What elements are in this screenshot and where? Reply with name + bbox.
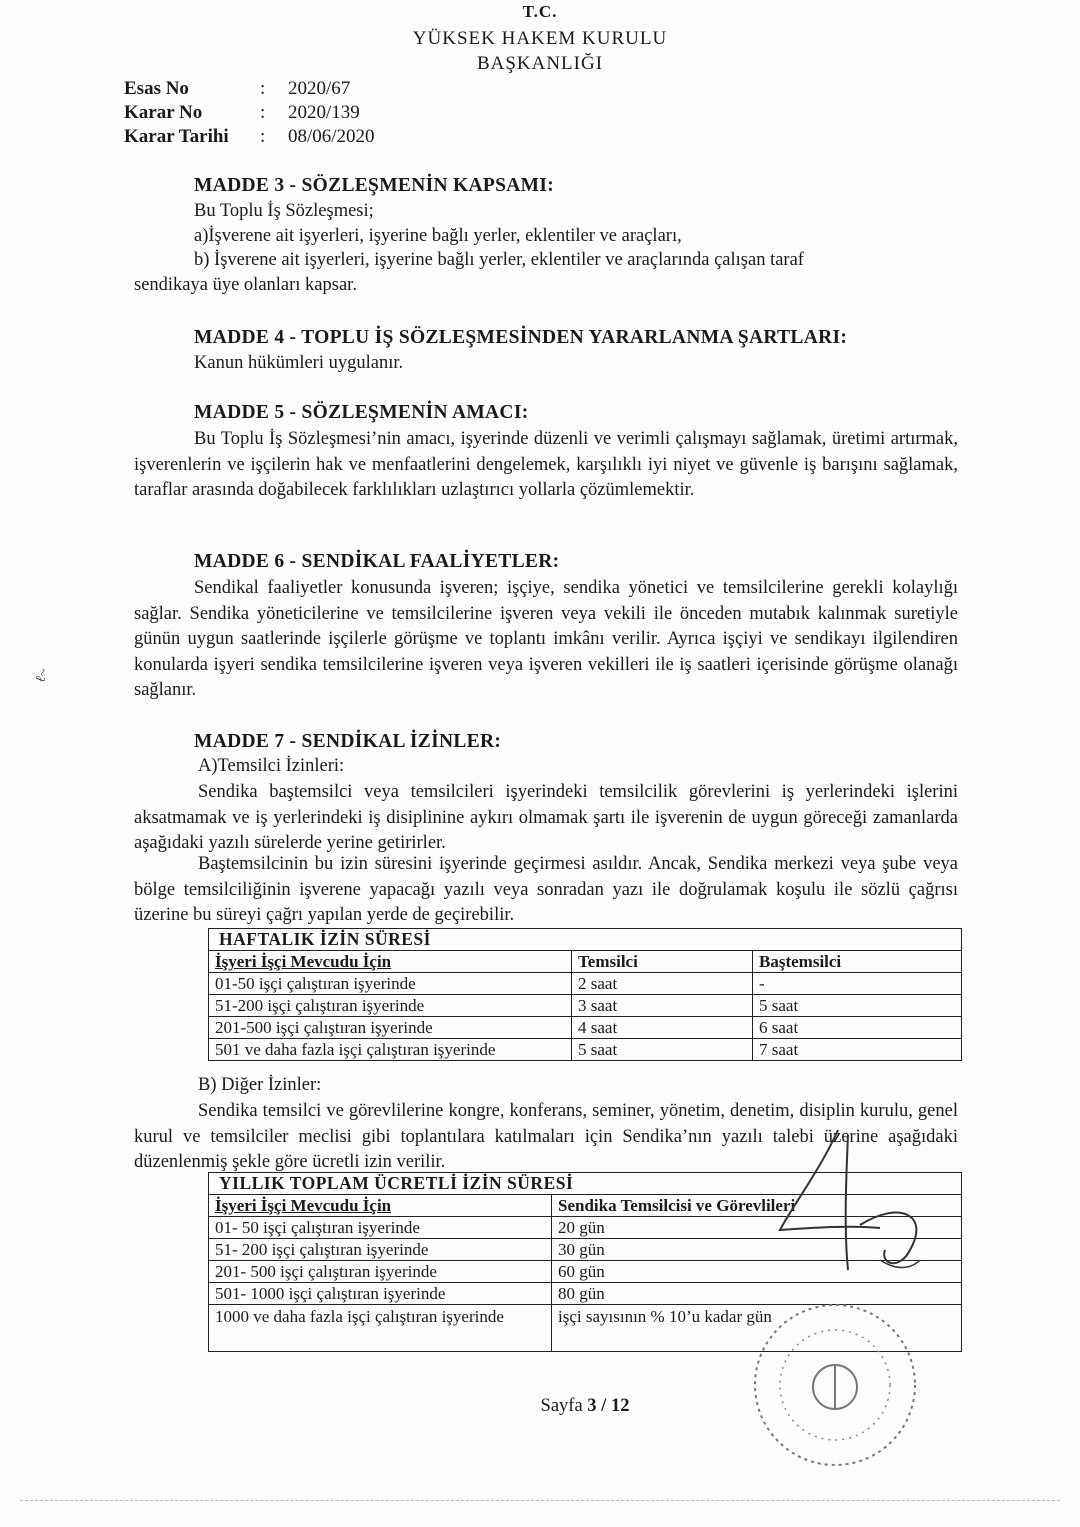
table-cell: 6 saat	[753, 1017, 962, 1039]
table-row	[209, 995, 962, 1017]
table-cell: -	[753, 973, 962, 995]
weekly-col-header: Baştemsilci	[753, 951, 962, 973]
meta-sep: :	[260, 126, 266, 147]
table-cell: 5 saat	[572, 1039, 753, 1061]
table-cell: 201-500 işçi çalıştıran işyerinde	[209, 1017, 572, 1039]
page-sep: /	[601, 1396, 607, 1416]
weekly-col-header: Temsilci	[572, 951, 753, 973]
page-number	[0, 1396, 1080, 1417]
meta-sep: :	[260, 78, 266, 99]
meta-esas-no	[124, 78, 350, 100]
meta-value: 08/06/2020	[288, 126, 375, 147]
yearly-table-title: YILLIK TOPLAM ÜCRETLİ İZİN SÜRESİ	[209, 1173, 962, 1195]
madde7-a-text2: Baştemsilcinin bu izin süresini işyerinde geçirmesi asıldır. Ancak, Sendika merkezi veya şube veya bölge temsilciliğinin işverene yapacağı yazılı veya sonradan yazı ile doğrulamak koşulu ile sözlü çağrısı üzerine bu süreyi çağrı yapılan yerde de geçirebilir.	[134, 854, 958, 925]
meta-karar-tarihi	[124, 126, 375, 148]
weekly-leave-table	[208, 928, 962, 1061]
weekly-col-header: İşyeri İşçi Mevcudu İçin	[209, 951, 572, 973]
table-cell: 7 saat	[753, 1039, 962, 1061]
table-cell: 201- 500 işçi çalıştıran işyerinde	[209, 1261, 552, 1283]
table-row	[209, 973, 962, 995]
bottom-scan-line	[20, 1500, 1060, 1501]
madde4-heading: MADDE 4 - TOPLU İŞ SÖZLEŞMESİNDEN YARARLANMA ŞARTLARI:	[194, 327, 848, 348]
table-cell: 5 saat	[753, 995, 962, 1017]
table-cell: 3 saat	[572, 995, 753, 1017]
madde7-b-text: Sendika temsilci ve görevlilerine kongre, konferans, seminer, yönetim, denetim, disiplin kurulu, genel kurul ve temsilciler meclisi gibi toplantılara katılmaları için Sendika’nın yazılı talebi üzerine aşağıdaki düzenlenmiş şekle göre ücretli izin verilir.	[134, 1101, 958, 1172]
yearly-col-header: İşyeri İşçi Mevcudu İçin	[209, 1195, 552, 1217]
weekly-table-title: HAFTALIK İZİN SÜRESİ	[209, 929, 962, 951]
header-tc: T.C.	[522, 2, 558, 21]
table-cell: 501 ve daha fazla işçi çalıştıran işyerinde	[209, 1039, 572, 1061]
page-current: 3	[587, 1396, 597, 1416]
meta-key: Karar No	[124, 102, 203, 123]
page-total: 12	[610, 1396, 630, 1416]
table-cell: 1000 ve daha fazla işçi çalıştıran işyerinde	[209, 1305, 552, 1352]
madde7-heading: MADDE 7 - SENDİKAL İZİNLER:	[194, 731, 502, 752]
table-cell: 30 gün	[552, 1239, 962, 1261]
table-cell: 01-50 işçi çalıştıran işyerinde	[209, 973, 572, 995]
madde7-b-label: B) Diğer İzinler:	[198, 1075, 322, 1095]
table-cell: 60 gün	[552, 1261, 962, 1283]
table-cell: 20 gün	[552, 1217, 962, 1239]
page-label: Sayfa	[540, 1396, 583, 1416]
yearly-col-header: Sendika Temsilcisi ve Görevlileri	[552, 1195, 962, 1217]
madde3-intro: Bu Toplu İş Sözleşmesi;	[194, 201, 374, 221]
table-cell: 4 saat	[572, 1017, 753, 1039]
madde6-text: Sendikal faaliyetler konusunda işveren; işçiye, sendika yönetici ve temsilcilerine gerekli kolaylığı sağlar. Sendika yöneticilerine ve temsilcilerine işveren veya vekili ile önceden mutabık kalınmak suretiyle günün uygun saatlerinde işçilerle görüşme ve toplantı imkânı verilir. Ayrıca işçiyi ve sendikayı ilgilendiren konularda işyeri sendika temsilcilerine işveren veya işveren vekilleri ile iş saatleri içerisinde görüşme olanağı sağlanır.	[134, 578, 958, 700]
madde5-heading: MADDE 5 - SÖZLEŞMENİN AMACI:	[194, 402, 529, 423]
table-cell: 51- 200 işçi çalıştıran işyerinde	[209, 1239, 552, 1261]
meta-value: 2020/67	[288, 78, 351, 99]
meta-sep: :	[260, 102, 266, 123]
table-row	[209, 1039, 962, 1061]
madde3-heading: MADDE 3 - SÖZLEŞMENİN KAPSAMI:	[194, 175, 555, 196]
table-cell: 501- 1000 işçi çalıştıran işyerinde	[209, 1283, 552, 1305]
madde3-item-b-cont: sendikaya üye olanları kapsar.	[134, 275, 357, 295]
table-cell: 51-200 işçi çalıştıran işyerinde	[209, 995, 572, 1017]
madde6-heading: MADDE 6 - SENDİKAL FAALİYETLER:	[194, 551, 560, 572]
table-cell: işçi sayısının % 10’u kadar gün	[552, 1305, 962, 1352]
madde5-text: Bu Toplu İş Sözleşmesi’nin amacı, işyerinde düzenli ve verimli çalışmayı sağlamak, üretimi artırmak, işverenlerin ve işçilerin hak ve menfaatlerini dengelemek, karşılıklı iyi niyet ve güvenle iş barışını sağlamak, taraflar arasında doğabilecek farklılıkları uzlaştırıcı yollarla çözümlemektir.	[134, 429, 958, 500]
header-presidency: BAŞKANLIĞI	[476, 53, 604, 74]
header-institution: YÜKSEK HAKEM KURULU	[412, 28, 668, 49]
meta-key: Esas No	[124, 78, 189, 99]
meta-value: 2020/139	[288, 102, 360, 123]
table-row	[209, 1017, 962, 1039]
madde4-text: Kanun hükümleri uygulanır.	[194, 353, 404, 373]
table-cell: 01- 50 işçi çalıştıran işyerinde	[209, 1217, 552, 1239]
madde3-item-b: b) İşverene ait işyerleri, işyerine bağlı yerler, eklentiler ve araçlarında çalışan taraf	[194, 250, 804, 270]
table-cell: 80 gün	[552, 1283, 962, 1305]
margin-initial-mark: ℓ~	[33, 666, 53, 686]
handwritten-signature	[760, 1120, 940, 1320]
meta-karar-no	[124, 102, 360, 124]
meta-key: Karar Tarihi	[124, 126, 229, 147]
table-cell: 2 saat	[572, 973, 753, 995]
madde7-a-label: A)Temsilci İzinleri:	[198, 756, 345, 776]
madde7-a-text1: Sendika baştemsilci veya temsilcileri işyerindeki temsilcilik görevlerini iş yerlerindeki işlerini aksatmamak ve iş yerlerindeki iş disiplinine aykırı olmamak şartı ile işverenin de uygun göreceği zamanlarda aşağıdaki yazılı sürelerde yerine getirirler.	[134, 782, 958, 853]
madde3-item-a: a)İşverene ait işyerleri, işyerine bağlı yerler, eklentiler ve araçları,	[194, 226, 682, 246]
official-stamp	[740, 1295, 940, 1475]
